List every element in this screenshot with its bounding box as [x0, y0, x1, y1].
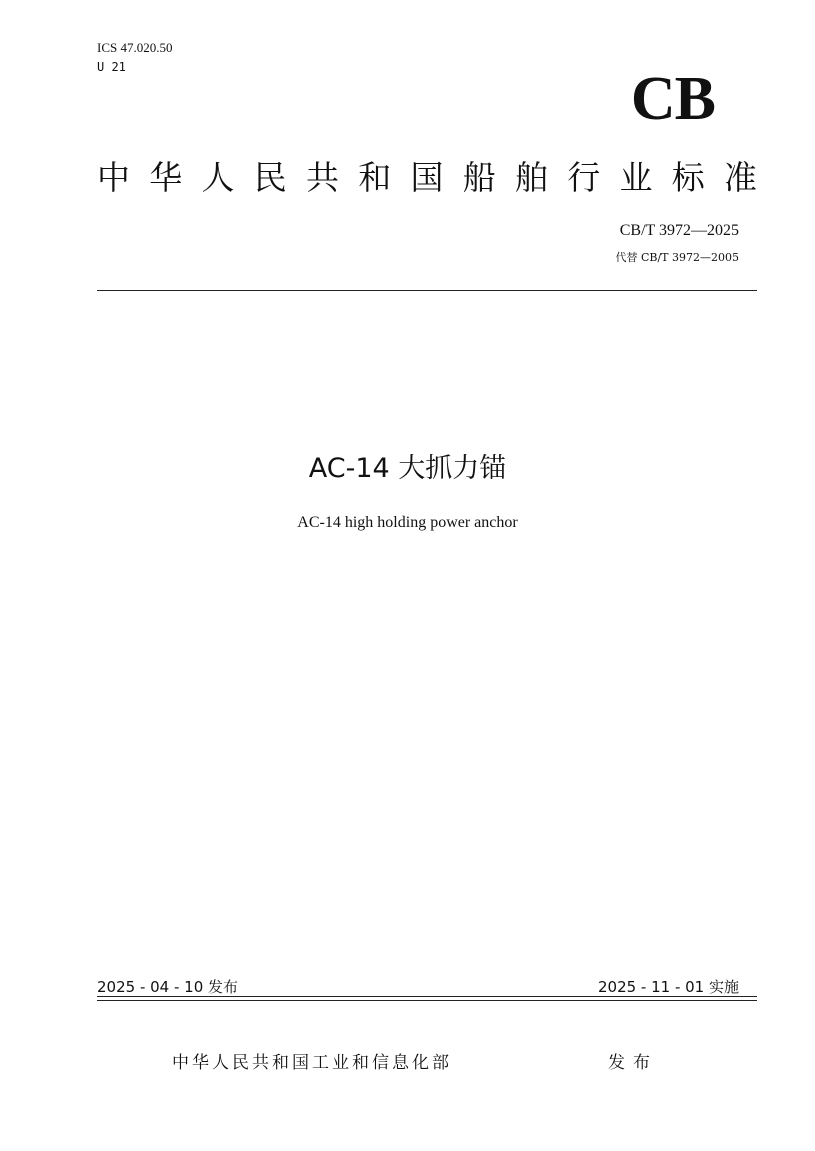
- title-char: 国: [410, 158, 444, 197]
- title-char: 船: [462, 158, 496, 197]
- replaces-standard: 代替 CB/T 3972—2005: [615, 251, 739, 264]
- title-char: 中: [97, 158, 130, 197]
- title-char: 业: [619, 158, 653, 197]
- title-char: 华: [149, 158, 183, 197]
- cb-logo: CB: [630, 65, 715, 133]
- title-char: 行: [567, 158, 601, 197]
- publish-date: 2025 - 04 - 10 发布: [97, 978, 239, 996]
- title-char: 共: [306, 158, 339, 197]
- issue-label: 发布: [608, 1053, 658, 1073]
- implement-date: 2025 - 11 - 01 实施: [597, 978, 739, 996]
- title-char: 和: [358, 158, 392, 197]
- bottom-divider: [97, 1000, 757, 1001]
- ccs-code: U 21: [97, 60, 126, 74]
- ics-code: ICS 47.020.50: [97, 40, 173, 55]
- title-char: 民: [253, 158, 287, 197]
- issuing-authority: 中华人民共和国工业和信息化部: [172, 1053, 452, 1073]
- title-char: 标: [671, 158, 705, 197]
- title-char: 人: [201, 158, 235, 197]
- english-title: AC-14 high holding power anchor: [297, 514, 518, 531]
- standard-number: CB/T 3972—2025: [619, 222, 739, 239]
- title-char: 准: [724, 158, 757, 197]
- title-char: 舶: [515, 158, 548, 197]
- bottom-divider: [97, 996, 757, 997]
- document-title: AC-14 大抓力锚: [308, 453, 507, 484]
- standard-category-title: [97, 158, 757, 198]
- top-divider: [97, 290, 757, 291]
